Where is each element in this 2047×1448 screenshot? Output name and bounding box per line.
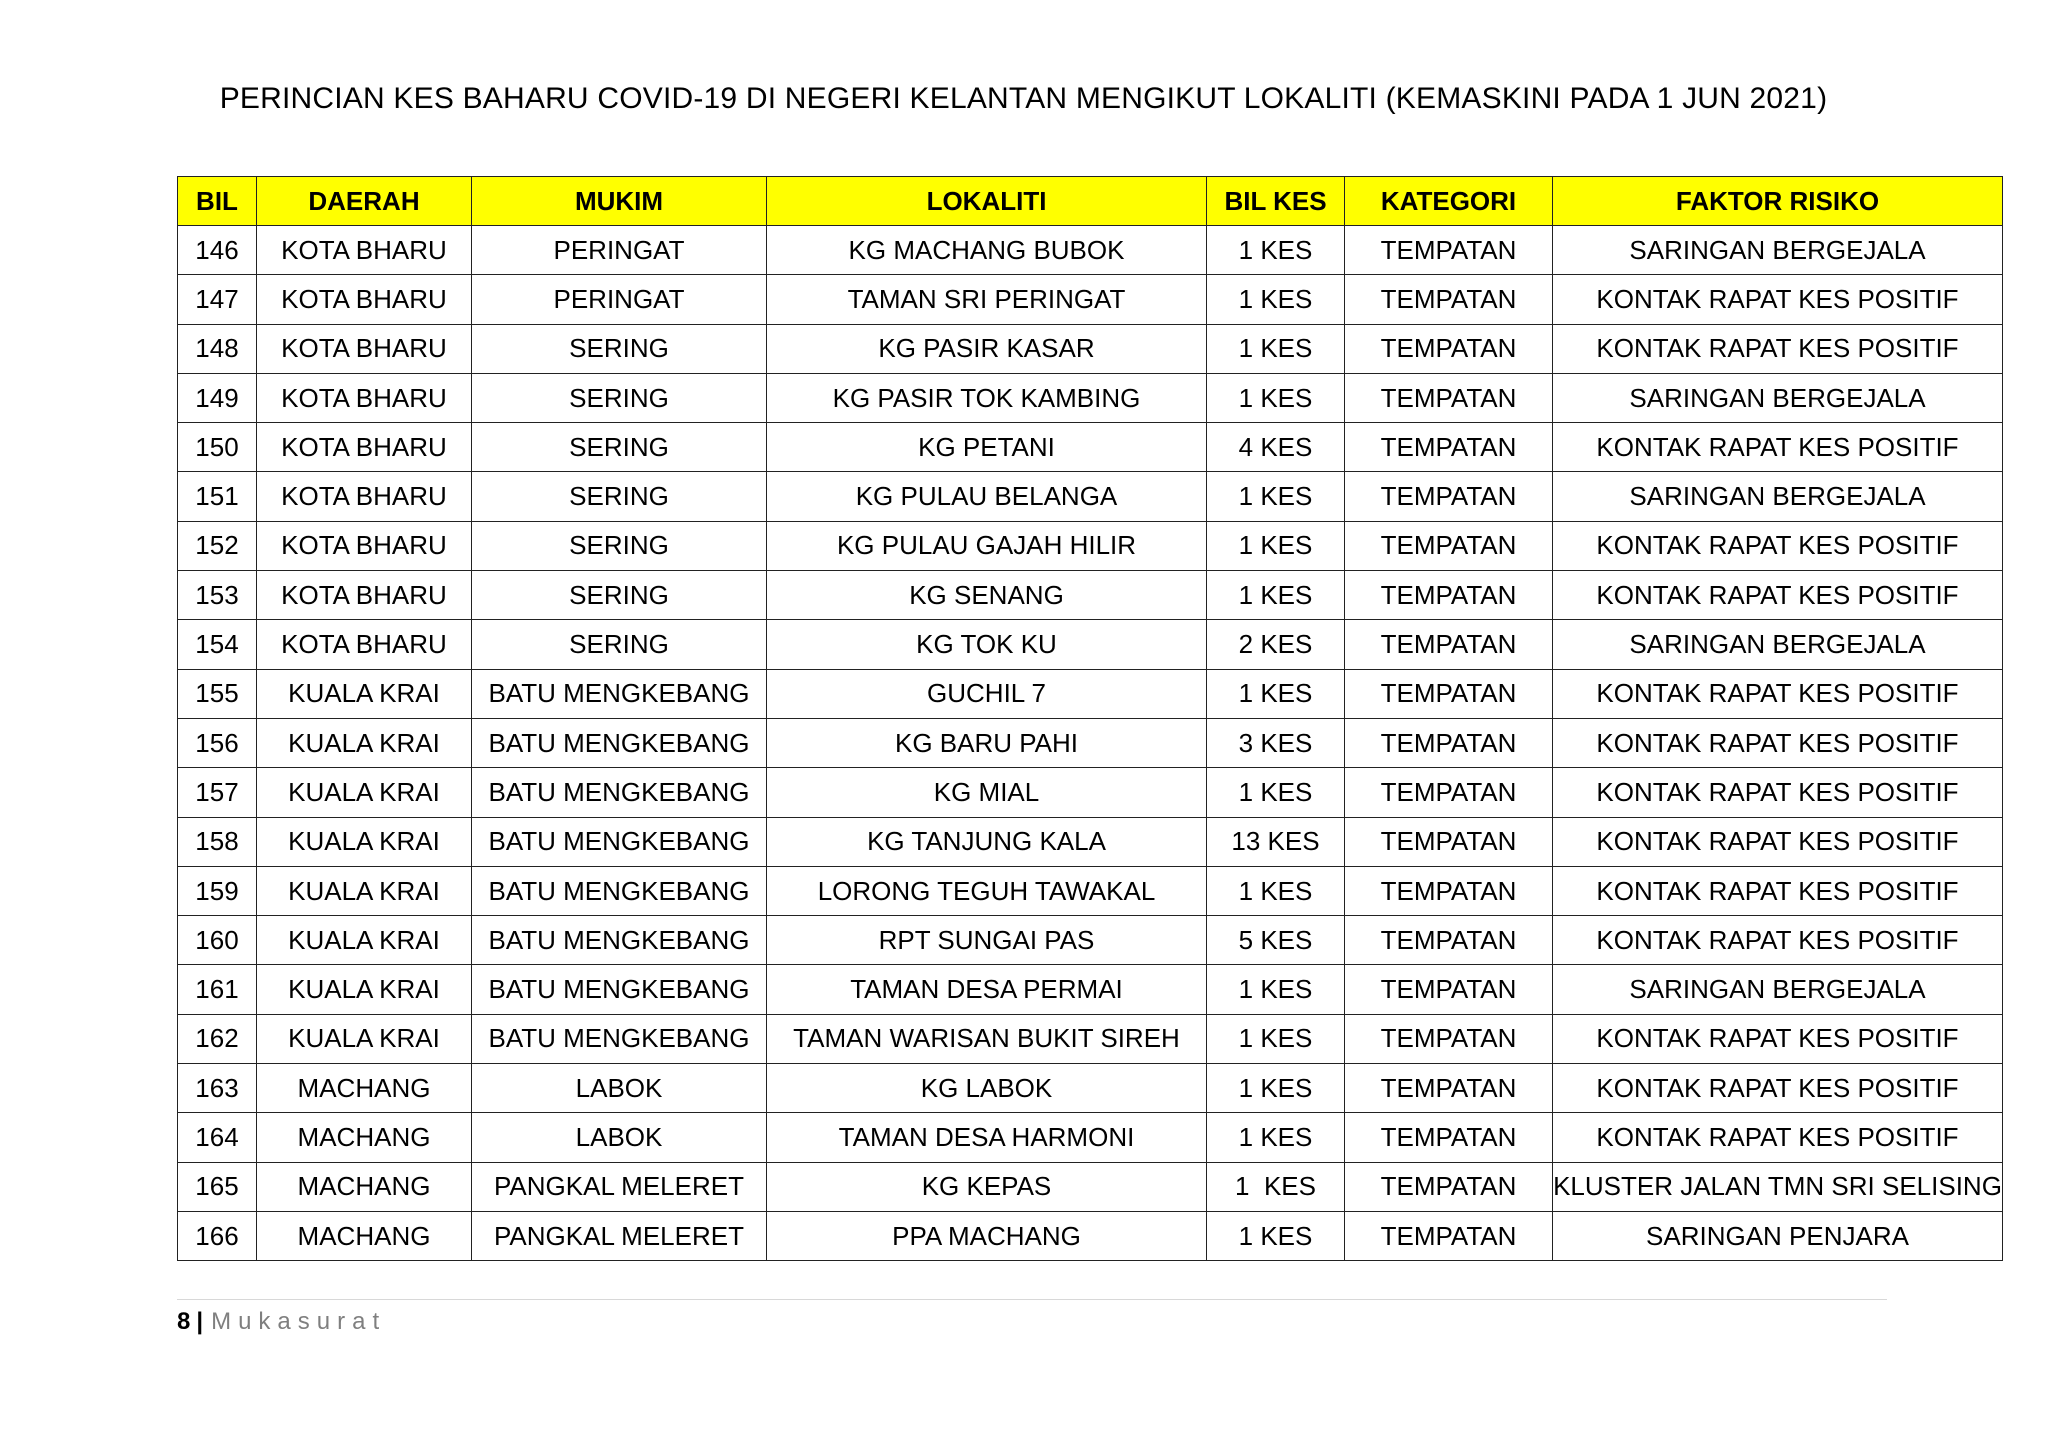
col-bil-header: BIL <box>178 177 257 226</box>
col-bil-kes-cell: 2 KES <box>1207 620 1345 669</box>
col-lokaliti-cell: KG SENANG <box>767 571 1207 620</box>
col-lokaliti-cell: LORONG TEGUH TAWAKAL <box>767 866 1207 915</box>
col-daerah-cell: MACHANG <box>257 1211 472 1260</box>
table-row <box>178 965 2003 1014</box>
col-bil-cell: 165 <box>178 1162 257 1211</box>
col-lokaliti-cell: TAMAN DESA PERMAI <box>767 965 1207 1014</box>
table-row <box>178 718 2003 767</box>
col-faktor-risiko-cell: KONTAK RAPAT KES POSITIF <box>1553 571 2003 620</box>
table-row <box>178 472 2003 521</box>
col-bil-kes-cell: 1 KES <box>1207 373 1345 422</box>
col-faktor-risiko-cell: KONTAK RAPAT KES POSITIF <box>1553 866 2003 915</box>
col-daerah-cell: KOTA BHARU <box>257 373 472 422</box>
col-kategori-cell: TEMPATAN <box>1345 817 1553 866</box>
col-kategori-cell: TEMPATAN <box>1345 1014 1553 1063</box>
col-faktor-risiko-cell: KONTAK RAPAT KES POSITIF <box>1553 669 2003 718</box>
col-kategori-cell: TEMPATAN <box>1345 1211 1553 1260</box>
table-row <box>178 373 2003 422</box>
col-mukim-header: MUKIM <box>472 177 767 226</box>
table-row <box>178 1113 2003 1162</box>
col-mukim-cell: SERING <box>472 571 767 620</box>
col-kategori-cell: TEMPATAN <box>1345 768 1553 817</box>
col-faktor-risiko-cell: KONTAK RAPAT KES POSITIF <box>1553 423 2003 472</box>
col-daerah-cell: KOTA BHARU <box>257 521 472 570</box>
col-bil-kes-cell: 5 KES <box>1207 916 1345 965</box>
col-lokaliti-header: LOKALITI <box>767 177 1207 226</box>
col-lokaliti-cell: KG LABOK <box>767 1064 1207 1113</box>
col-mukim-cell: BATU MENGKEBANG <box>472 1014 767 1063</box>
col-daerah-header: DAERAH <box>257 177 472 226</box>
col-bil-kes-cell: 1 KES <box>1207 965 1345 1014</box>
col-faktor-risiko-cell: KONTAK RAPAT KES POSITIF <box>1553 768 2003 817</box>
col-kategori-cell: TEMPATAN <box>1345 620 1553 669</box>
case-table <box>177 176 2003 1261</box>
col-faktor-risiko-cell: KONTAK RAPAT KES POSITIF <box>1553 916 2003 965</box>
col-daerah-cell: KUALA KRAI <box>257 817 472 866</box>
col-kategori-cell: TEMPATAN <box>1345 1113 1553 1162</box>
col-lokaliti-cell: KG PASIR TOK KAMBING <box>767 373 1207 422</box>
col-mukim-cell: BATU MENGKEBANG <box>472 916 767 965</box>
footer-separator: | <box>196 1308 204 1335</box>
col-mukim-cell: BATU MENGKEBANG <box>472 817 767 866</box>
col-bil-kes-cell: 1 KES <box>1207 866 1345 915</box>
col-mukim-cell: LABOK <box>472 1064 767 1113</box>
col-bil-cell: 159 <box>178 866 257 915</box>
page-number: 8 <box>177 1308 191 1335</box>
col-bil-cell: 152 <box>178 521 257 570</box>
table-row <box>178 817 2003 866</box>
col-daerah-cell: MACHANG <box>257 1113 472 1162</box>
col-bil-kes-cell: 1 KES <box>1207 1162 1345 1211</box>
col-mukim-cell: PERINGAT <box>472 275 767 324</box>
col-kategori-cell: TEMPATAN <box>1345 472 1553 521</box>
col-kategori-cell: TEMPATAN <box>1345 275 1553 324</box>
table-body <box>178 226 2003 1261</box>
col-faktor-risiko-cell: KONTAK RAPAT KES POSITIF <box>1553 1113 2003 1162</box>
col-bil-cell: 162 <box>178 1014 257 1063</box>
table-row <box>178 916 2003 965</box>
col-kategori-cell: TEMPATAN <box>1345 373 1553 422</box>
col-faktor-risiko-cell: SARINGAN BERGEJALA <box>1553 472 2003 521</box>
col-bil-kes-cell: 13 KES <box>1207 817 1345 866</box>
col-mukim-cell: SERING <box>472 324 767 373</box>
col-lokaliti-cell: KG TOK KU <box>767 620 1207 669</box>
col-kategori-cell: TEMPATAN <box>1345 916 1553 965</box>
col-faktor-risiko-cell: SARINGAN BERGEJALA <box>1553 965 2003 1014</box>
col-bil-cell: 146 <box>178 226 257 275</box>
page-footer <box>177 1308 386 1336</box>
col-lokaliti-cell: KG PASIR KASAR <box>767 324 1207 373</box>
col-lokaliti-cell: KG MIAL <box>767 768 1207 817</box>
col-daerah-cell: MACHANG <box>257 1064 472 1113</box>
col-mukim-cell: BATU MENGKEBANG <box>472 866 767 915</box>
table-row <box>178 521 2003 570</box>
col-mukim-cell: SERING <box>472 521 767 570</box>
col-bil-cell: 147 <box>178 275 257 324</box>
col-bil-cell: 153 <box>178 571 257 620</box>
col-mukim-cell: SERING <box>472 423 767 472</box>
col-daerah-cell: KUALA KRAI <box>257 916 472 965</box>
col-mukim-cell: PERINGAT <box>472 226 767 275</box>
table-row <box>178 866 2003 915</box>
col-bil-cell: 150 <box>178 423 257 472</box>
col-kategori-cell: TEMPATAN <box>1345 324 1553 373</box>
col-lokaliti-cell: TAMAN WARISAN BUKIT SIREH <box>767 1014 1207 1063</box>
col-daerah-cell: KUALA KRAI <box>257 669 472 718</box>
col-bil-cell: 158 <box>178 817 257 866</box>
table-row <box>178 226 2003 275</box>
col-lokaliti-cell: KG TANJUNG KALA <box>767 817 1207 866</box>
col-faktor-risiko-cell: SARINGAN PENJARA <box>1553 1211 2003 1260</box>
col-bil-cell: 157 <box>178 768 257 817</box>
col-mukim-cell: BATU MENGKEBANG <box>472 768 767 817</box>
table-row <box>178 1211 2003 1260</box>
col-daerah-cell: KOTA BHARU <box>257 275 472 324</box>
col-bil-kes-header: BIL KES <box>1207 177 1345 226</box>
col-bil-kes-cell: 3 KES <box>1207 718 1345 767</box>
col-bil-cell: 161 <box>178 965 257 1014</box>
col-faktor-risiko-cell: KONTAK RAPAT KES POSITIF <box>1553 718 2003 767</box>
col-faktor-risiko-cell: KLUSTER JALAN TMN SRI SELISING <box>1553 1162 2003 1211</box>
col-kategori-cell: TEMPATAN <box>1345 866 1553 915</box>
table-row <box>178 275 2003 324</box>
col-lokaliti-cell: GUCHIL 7 <box>767 669 1207 718</box>
col-bil-kes-cell: 1 KES <box>1207 324 1345 373</box>
table-row <box>178 768 2003 817</box>
col-mukim-cell: PANGKAL MELERET <box>472 1162 767 1211</box>
col-bil-kes-cell: 1 KES <box>1207 226 1345 275</box>
col-faktor-risiko-cell: KONTAK RAPAT KES POSITIF <box>1553 1064 2003 1113</box>
col-bil-kes-cell: 1 KES <box>1207 1064 1345 1113</box>
col-kategori-cell: TEMPATAN <box>1345 571 1553 620</box>
col-bil-cell: 166 <box>178 1211 257 1260</box>
col-bil-cell: 148 <box>178 324 257 373</box>
col-faktor-risiko-cell: SARINGAN BERGEJALA <box>1553 226 2003 275</box>
col-mukim-cell: PANGKAL MELERET <box>472 1211 767 1260</box>
col-daerah-cell: KUALA KRAI <box>257 965 472 1014</box>
col-faktor-risiko-cell: SARINGAN BERGEJALA <box>1553 620 2003 669</box>
col-daerah-cell: KOTA BHARU <box>257 571 472 620</box>
col-daerah-cell: KOTA BHARU <box>257 472 472 521</box>
col-bil-cell: 164 <box>178 1113 257 1162</box>
col-bil-kes-cell: 1 KES <box>1207 1113 1345 1162</box>
col-kategori-cell: TEMPATAN <box>1345 226 1553 275</box>
col-kategori-cell: TEMPATAN <box>1345 1064 1553 1113</box>
table-row <box>178 324 2003 373</box>
col-mukim-cell: SERING <box>472 472 767 521</box>
col-bil-kes-cell: 1 KES <box>1207 571 1345 620</box>
col-faktor-risiko-cell: KONTAK RAPAT KES POSITIF <box>1553 1014 2003 1063</box>
col-lokaliti-cell: KG BARU PAHI <box>767 718 1207 767</box>
col-mukim-cell: BATU MENGKEBANG <box>472 669 767 718</box>
col-daerah-cell: KUALA KRAI <box>257 718 472 767</box>
page-title: PERINCIAN KES BAHARU COVID-19 DI NEGERI KELANTAN MENGIKUT LOKALITI (KEMASKINI PADA 1 JUN 2021) <box>219 82 1828 115</box>
col-bil-cell: 160 <box>178 916 257 965</box>
col-kategori-header: KATEGORI <box>1345 177 1553 226</box>
table-header <box>178 177 2003 226</box>
col-lokaliti-cell: TAMAN DESA HARMONI <box>767 1113 1207 1162</box>
col-bil-kes-cell: 1 KES <box>1207 768 1345 817</box>
col-daerah-cell: KOTA BHARU <box>257 423 472 472</box>
col-daerah-cell: KOTA BHARU <box>257 620 472 669</box>
col-kategori-cell: TEMPATAN <box>1345 1162 1553 1211</box>
table-row <box>178 423 2003 472</box>
col-kategori-cell: TEMPATAN <box>1345 423 1553 472</box>
table-row <box>178 669 2003 718</box>
col-lokaliti-cell: KG PETANI <box>767 423 1207 472</box>
col-lokaliti-cell: RPT SUNGAI PAS <box>767 916 1207 965</box>
header-row <box>178 177 2003 226</box>
col-daerah-cell: KUALA KRAI <box>257 866 472 915</box>
table-row <box>178 1162 2003 1211</box>
col-daerah-cell: MACHANG <box>257 1162 472 1211</box>
table-row <box>178 1014 2003 1063</box>
table-row <box>178 620 2003 669</box>
page-label: Mukasurat <box>211 1308 387 1335</box>
col-lokaliti-cell: TAMAN SRI PERINGAT <box>767 275 1207 324</box>
col-bil-kes-cell: 4 KES <box>1207 423 1345 472</box>
col-faktor-risiko-cell: KONTAK RAPAT KES POSITIF <box>1553 521 2003 570</box>
table-row <box>178 571 2003 620</box>
col-daerah-cell: KOTA BHARU <box>257 324 472 373</box>
col-kategori-cell: TEMPATAN <box>1345 718 1553 767</box>
col-daerah-cell: KUALA KRAI <box>257 1014 472 1063</box>
col-kategori-cell: TEMPATAN <box>1345 965 1553 1014</box>
col-bil-kes-cell: 1 KES <box>1207 1014 1345 1063</box>
col-mukim-cell: BATU MENGKEBANG <box>472 718 767 767</box>
col-daerah-cell: KUALA KRAI <box>257 768 472 817</box>
col-daerah-cell: KOTA BHARU <box>257 226 472 275</box>
col-kategori-cell: TEMPATAN <box>1345 521 1553 570</box>
col-lokaliti-cell: KG PULAU BELANGA <box>767 472 1207 521</box>
col-bil-kes-cell: 1 KES <box>1207 1211 1345 1260</box>
col-faktor-risiko-cell: KONTAK RAPAT KES POSITIF <box>1553 275 2003 324</box>
col-faktor-risiko-cell: SARINGAN BERGEJALA <box>1553 373 2003 422</box>
col-bil-cell: 163 <box>178 1064 257 1113</box>
col-faktor-risiko-cell: KONTAK RAPAT KES POSITIF <box>1553 817 2003 866</box>
col-bil-kes-cell: 1 KES <box>1207 669 1345 718</box>
col-mukim-cell: BATU MENGKEBANG <box>472 965 767 1014</box>
table-row <box>178 1064 2003 1113</box>
col-bil-kes-cell: 1 KES <box>1207 521 1345 570</box>
col-bil-cell: 149 <box>178 373 257 422</box>
col-bil-kes-cell: 1 KES <box>1207 275 1345 324</box>
col-bil-cell: 154 <box>178 620 257 669</box>
col-bil-kes-cell: 1 KES <box>1207 472 1345 521</box>
col-faktor-risiko-header: FAKTOR RISIKO <box>1553 177 2003 226</box>
col-lokaliti-cell: KG KEPAS <box>767 1162 1207 1211</box>
col-kategori-cell: TEMPATAN <box>1345 669 1553 718</box>
col-faktor-risiko-cell: KONTAK RAPAT KES POSITIF <box>1553 324 2003 373</box>
col-bil-cell: 155 <box>178 669 257 718</box>
col-mukim-cell: LABOK <box>472 1113 767 1162</box>
col-bil-cell: 151 <box>178 472 257 521</box>
col-mukim-cell: SERING <box>472 373 767 422</box>
col-bil-cell: 156 <box>178 718 257 767</box>
col-mukim-cell: SERING <box>472 620 767 669</box>
footer-divider <box>177 1299 1887 1300</box>
col-lokaliti-cell: PPA MACHANG <box>767 1211 1207 1260</box>
col-lokaliti-cell: KG MACHANG BUBOK <box>767 226 1207 275</box>
col-lokaliti-cell: KG PULAU GAJAH HILIR <box>767 521 1207 570</box>
